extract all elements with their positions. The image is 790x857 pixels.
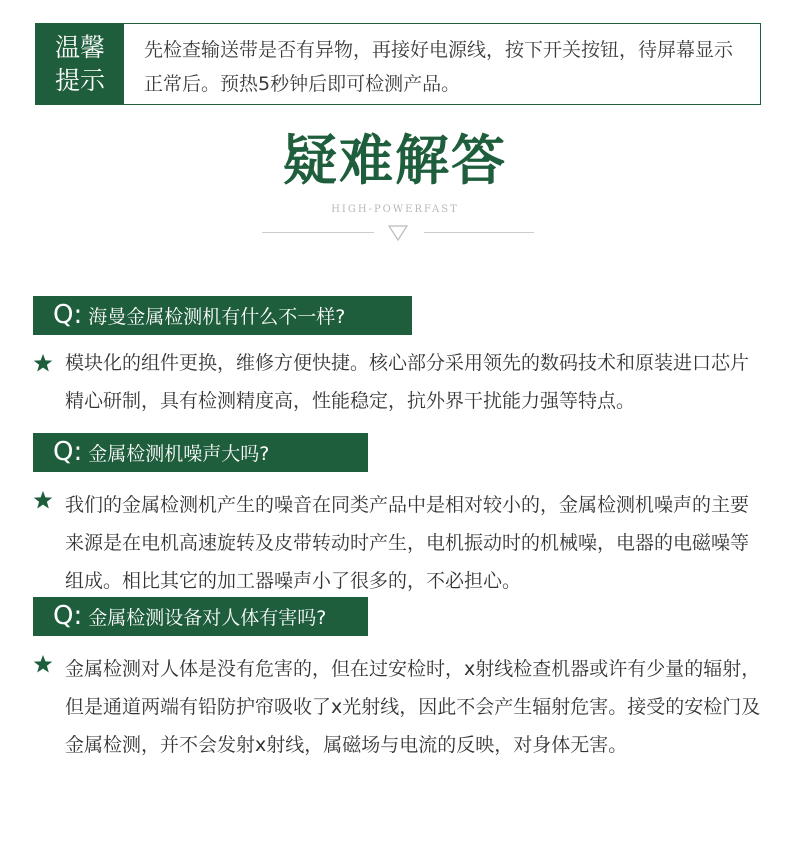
notice-box — [35, 23, 761, 105]
notice-text: 先检查输送带是否有异物，再接好电源线，按下开关按钮，待屏幕显示正常后。预热5秒钟后即可检测产品。 — [144, 39, 734, 95]
star-icon — [33, 490, 53, 510]
q-marker: Q: — [53, 300, 83, 330]
faq-question-1 — [33, 296, 412, 335]
page-title: 疑难解答 — [283, 129, 507, 192]
answer-text: 金属检测对人体是没有危害的，但在过安检时，x射线检查机器或许有少量的辐射，但是通道两端有铅防护帘吸收了x光射线，因此不会产生辐射危害。接受的安检门及金属检测，并不会发射x射线，属磁场与电流的反映，对身体无害。 — [65, 658, 761, 756]
divider-right — [424, 232, 534, 233]
divider-left — [262, 232, 374, 233]
notice-label-line1: 温馨 — [54, 33, 105, 62]
question-text: 金属检测机噪声大吗? — [88, 443, 270, 465]
page-subtitle: HIGH-POWERFAST — [331, 204, 459, 215]
star-icon — [33, 353, 53, 373]
question-text: 金属检测设备对人体有害吗? — [88, 607, 327, 629]
q-marker: Q: — [53, 437, 83, 467]
faq-question-2 — [33, 433, 368, 472]
faq-question-3 — [33, 597, 368, 636]
q-marker: Q: — [53, 601, 83, 631]
star-icon — [33, 654, 53, 674]
notice-label — [36, 24, 124, 104]
notice-label-line2: 提示 — [54, 66, 105, 95]
down-triangle-icon — [387, 224, 409, 242]
answer-text: 我们的金属检测机产生的噪音在同类产品中是相对较小的，金属检测机噪声的主要来源是在电机高速旋转及皮带转动时产生，电机振动时的机械噪，电器的电磁噪等组成。相比其它的加工器噪声小了很多的，不必担心。 — [65, 494, 750, 592]
answer-text: 模块化的组件更换，维修方便快捷。核心部分采用领先的数码技术和原装进口芯片精心研制，具有检测精度高，性能稳定，抗外界干扰能力强等特点。 — [65, 352, 750, 412]
question-text: 海曼金属检测机有什么不一样? — [88, 306, 346, 328]
